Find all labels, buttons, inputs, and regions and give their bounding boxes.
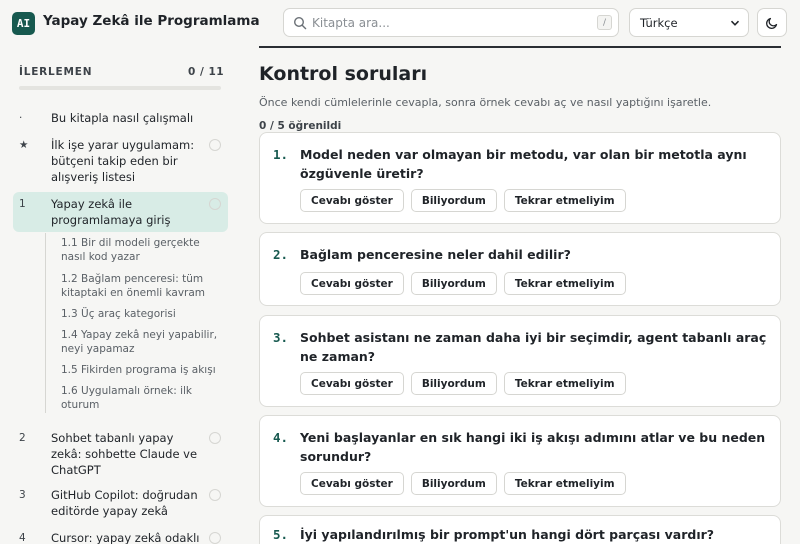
knew-it-button[interactable]: Biliyordum [411,272,497,295]
show-answer-button[interactable]: Cevabı göster [300,472,404,495]
sidebar-item-number: · [19,112,23,124]
subsection-1-4[interactable]: 1.4 Yapay zekâ neyi yapabilir, neyi yapamaz [61,329,218,355]
main-content [240,46,800,544]
moon-icon [765,16,779,30]
question-card [259,515,781,544]
question-number: 2. [273,247,289,262]
language-select[interactable] [629,8,749,37]
sidebar-item-number: 2 [19,432,26,444]
show-answer-button[interactable]: Cevabı göster [300,372,404,395]
subsection-1-5[interactable]: 1.5 Fikirden programa iş akışı [61,364,216,376]
repeat-button[interactable]: Tekrar etmeliyim [504,472,626,495]
sidebar-item-label: GitHub Copilot: doğrudan editörde yapay zekâ [51,488,198,518]
sidebar-item-number: 4 [19,532,26,544]
search-shortcut-hint: / [597,15,612,30]
question-text: Yeni başlayanlar en sık hangi iki iş akışı adımını atlar ve bu neden sorundur? [300,430,766,464]
app-title[interactable]: Yapay Zekâ ile Programlama [43,13,260,29]
repeat-button[interactable]: Tekrar etmeliyim [504,372,626,395]
sidebar-item-chapter-1[interactable] [13,192,228,232]
chevron-down-icon [730,18,740,28]
progress-label: İLERLEMEN [19,66,93,78]
progress-bar [19,86,221,90]
progress-count: 0 / 11 [188,66,225,78]
question-card [259,315,781,407]
sidebar-item-how-to-use[interactable] [13,110,228,128]
sidebar-item-label: İlk işe yarar uygulamam: bütçeni takip eden bir alışveriş listesi [51,138,195,184]
subsection-1-2[interactable]: 1.2 Bağlam penceresi: tüm kitaptaki en önemli kavram [61,273,206,299]
sidebar-item-chapter-4[interactable] [13,530,228,544]
question-card [259,232,781,306]
question-card [259,415,781,507]
answer-buttons [300,272,626,295]
repeat-button[interactable]: Tekrar etmeliyim [504,272,626,295]
sidebar [0,46,240,544]
sidebar-item-chapter-2[interactable] [13,430,228,478]
search-box[interactable] [283,8,619,37]
question-text: Bağlam penceresine neler dahil edilir? [300,247,571,262]
search-icon [293,16,307,30]
sidebar-item-number: ★ [19,139,29,151]
search-input[interactable] [312,13,572,33]
learned-count: 0 / 5 öğrenildi [259,120,342,132]
question-number: 3. [273,330,289,345]
app-logo[interactable]: AI [12,12,35,35]
question-text: İyi yapılandırılmış bir prompt'un hangi dört parçası vardır? [300,527,715,542]
theme-toggle-button[interactable] [757,8,787,37]
completion-circle-icon[interactable] [209,432,221,444]
sidebar-item-first-app[interactable] [13,137,228,185]
completion-circle-icon[interactable] [209,532,221,544]
completion-circle-icon[interactable] [209,198,221,210]
question-card [259,132,781,224]
show-answer-button[interactable]: Cevabı göster [300,272,404,295]
page-title: Kontrol soruları [259,63,428,85]
sidebar-item-number: 3 [19,489,26,501]
knew-it-button[interactable]: Biliyordum [411,472,497,495]
subsection-1-6[interactable]: 1.6 Uygulamalı örnek: ilk oturum [61,385,192,411]
answer-buttons [300,472,626,495]
header [0,0,800,46]
page-subtitle: Önce kendi cümlelerinle cevapla, sonra örnek cevabı aç ve nasıl yaptığını işaretle. [259,96,712,109]
sidebar-item-label: Sohbet tabanlı yapay zekâ: sohbette Claude ve ChatGPT [51,431,198,477]
question-number: 5. [273,527,289,542]
sidebar-item-chapter-3[interactable] [13,487,228,521]
show-answer-button[interactable]: Cevabı göster [300,189,404,212]
subsection-1-3[interactable]: 1.3 Üç araç kategorisi [61,308,176,320]
knew-it-button[interactable]: Biliyordum [411,372,497,395]
sidebar-item-label: Cursor: yapay zekâ odaklı [51,531,200,544]
question-number: 4. [273,430,289,445]
question-number: 1. [273,147,289,162]
subsection-1-1[interactable]: 1.1 Bir dil modeli gerçekte nasıl kod yazar [61,237,200,263]
sidebar-item-number: 1 [19,198,26,210]
completion-circle-icon[interactable] [209,139,221,151]
repeat-button[interactable]: Tekrar etmeliyim [504,189,626,212]
answer-buttons [300,372,626,395]
language-selected: Türkçe [640,15,678,30]
chapter-1-subsections [45,233,225,413]
divider [259,46,781,48]
sidebar-item-label: Bu kitapla nasıl çalışmalı [51,111,194,125]
question-text: Sohbet asistanı ne zaman daha iyi bir seçimdir, agent tabanlı araç ne zaman? [300,330,767,364]
completion-circle-icon[interactable] [209,489,221,501]
question-text: Model neden var olmayan bir metodu, var olan bir metotla aynı özgüvenle üretir? [300,147,747,181]
sidebar-item-label: Yapay zekâ ile programlamaya giriş [51,197,171,227]
answer-buttons [300,189,626,212]
knew-it-button[interactable]: Biliyordum [411,189,497,212]
